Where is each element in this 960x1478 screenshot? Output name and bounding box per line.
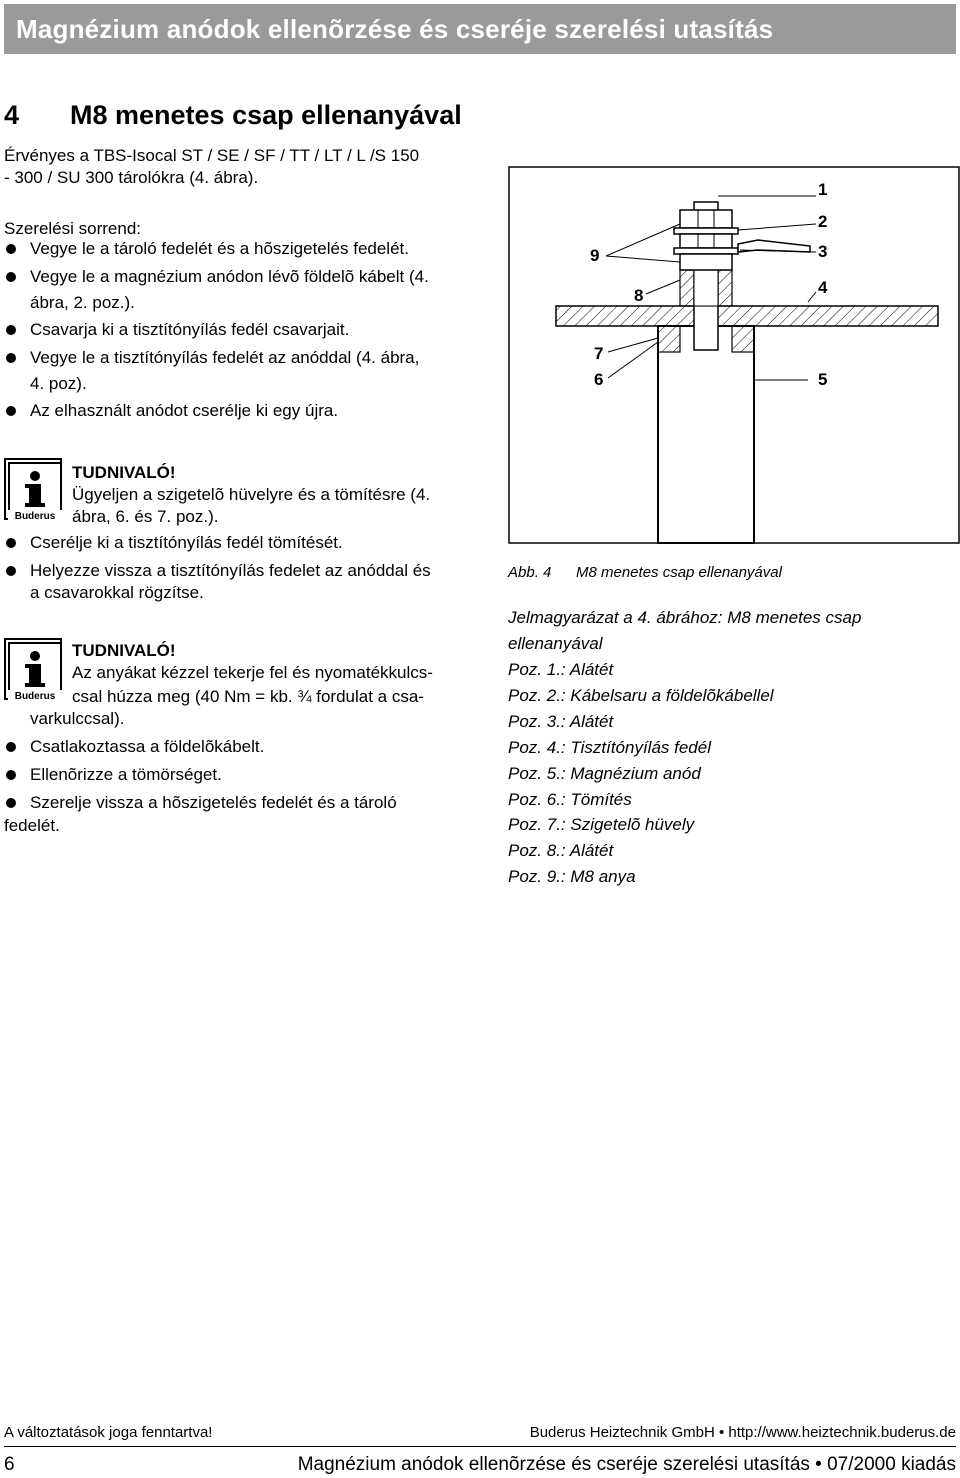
step-7-line-1: Helyezze vissza a tisztítónyílás fedelet az anóddal és bbox=[30, 561, 431, 580]
bullet-icon bbox=[6, 798, 16, 808]
figure-label-4: 4 bbox=[818, 278, 828, 297]
step-6: Cserélje ki a tisztítónyílás fedél tömítését. bbox=[30, 533, 343, 552]
step-4-line-2: 4. poz). bbox=[30, 374, 87, 393]
bullet-icon bbox=[6, 770, 16, 780]
legend-item: Poz. 8.: Alátét bbox=[508, 841, 614, 860]
note-2-line-3: varkulccsal). bbox=[30, 709, 125, 728]
header-bar bbox=[4, 4, 956, 54]
legend-heading-line-2: ellenanyával bbox=[508, 634, 603, 653]
footer-document-title: Magnézium anódok ellenõrzése és cseréje szerelési utasítás • 07/2000 kiadás bbox=[297, 1454, 956, 1475]
legend-item: Poz. 4.: Tisztítónyílás fedél bbox=[508, 738, 711, 757]
note-1-title: TUDNIVALÓ! bbox=[72, 463, 176, 482]
step-7-line-2: a csavarokkal rögzítse. bbox=[30, 583, 204, 602]
section-heading: M8 menetes csap ellenanyával bbox=[70, 100, 462, 130]
figure-label-7: 7 bbox=[594, 344, 604, 363]
step-10-line-2: fedelét. bbox=[4, 816, 60, 835]
footer-disclaimer: A változtatások joga fenntartva! bbox=[4, 1424, 213, 1441]
figure-caption-number: Abb. 4 bbox=[508, 564, 552, 581]
step-3: Csavarja ki a tisztítónyílás fedél csavarjait. bbox=[30, 320, 350, 339]
bullet-icon bbox=[6, 244, 16, 254]
bullet-icon bbox=[6, 538, 16, 548]
note-2-title: TUDNIVALÓ! bbox=[72, 641, 176, 660]
figure-label-5: 5 bbox=[818, 370, 828, 389]
note-2-line-2: csal húzza meg (40 Nm = kb. ¾ fordulat a csa- bbox=[72, 687, 424, 706]
step-8: Csatlakoztassa a földelõkábelt. bbox=[30, 737, 265, 756]
step-2-line-1: Vegye le a magnézium anódon lévõ földelõ kábelt (4. bbox=[30, 267, 429, 286]
step-4-line-1: Vegye le a tisztítónyílás fedelét az anóddal (4. ábra, bbox=[30, 348, 420, 367]
legend-item: Poz. 5.: Magnézium anód bbox=[508, 764, 701, 783]
figure-label-9: 9 bbox=[590, 246, 600, 265]
legend-item: Poz. 6.: Tömítés bbox=[508, 790, 632, 809]
legend-heading-line-1: Jelmagyarázat a 4. ábrához: M8 menetes csap bbox=[508, 608, 862, 627]
footer-divider bbox=[4, 1446, 956, 1447]
bullet-icon bbox=[6, 325, 16, 335]
footer-company: Buderus Heiztechnik GmbH • http://www.heiztechnik.buderus.de bbox=[529, 1424, 956, 1441]
note-1-line-1: Ügyeljen a szigetelõ hüvelyre és a tömítésre (4. bbox=[72, 485, 431, 504]
step-5: Az elhasznált anódot cserélje ki egy újra. bbox=[30, 401, 339, 420]
legend-item: Poz. 9.: M8 anya bbox=[508, 867, 636, 886]
note-2-line-1: Az anyákat kézzel tekerje fel és nyomatékkulcs- bbox=[72, 663, 433, 682]
steps-heading: Szerelési sorrend: bbox=[4, 219, 142, 238]
step-10-line-1: Szerelje vissza a hõszigetelés fedelét és a tároló bbox=[30, 793, 397, 812]
figure-label-6: 6 bbox=[594, 370, 604, 389]
figure-label-2: 2 bbox=[818, 212, 828, 231]
note-1-line-2: ábra, 6. és 7. poz.). bbox=[72, 507, 219, 526]
info-icon bbox=[4, 638, 62, 700]
figure-drawing bbox=[508, 166, 960, 544]
section-number: 4 bbox=[4, 100, 20, 130]
step-2-line-2: ábra, 2. poz.). bbox=[30, 293, 135, 312]
figure-label-3: 3 bbox=[818, 242, 828, 261]
info-icon bbox=[4, 458, 62, 520]
legend-item: Poz. 3.: Alátét bbox=[508, 712, 614, 731]
legend-item: Poz. 2.: Kábelsaru a földelõkábellel bbox=[508, 686, 774, 705]
intro-line-2: - 300 / SU 300 tárolókra (4. ábra). bbox=[4, 168, 259, 187]
bullet-icon bbox=[6, 406, 16, 416]
bullet-icon bbox=[6, 272, 16, 282]
step-1: Vegye le a tároló fedelét és a hõszigetelés fedelét. bbox=[30, 239, 409, 258]
figure-caption-text: M8 menetes csap ellenanyával bbox=[576, 564, 782, 581]
figure-anode-diagram bbox=[508, 166, 960, 544]
legend-item: Poz. 1.: Alátét bbox=[508, 660, 614, 679]
page-number: 6 bbox=[4, 1454, 15, 1475]
section-title bbox=[4, 100, 462, 131]
figure-label-1: 1 bbox=[818, 180, 828, 199]
intro-line-1: Érvényes a TBS-Isocal ST / SE / SF / TT / LT / L /S 150 bbox=[4, 146, 420, 165]
bullet-icon bbox=[6, 742, 16, 752]
header-title: Magnézium anódok ellenõrzése és cseréje szerelési utasítás bbox=[16, 14, 774, 44]
bullet-icon bbox=[6, 353, 16, 363]
bullet-icon bbox=[6, 566, 16, 576]
brand-logo-text: Buderus bbox=[14, 691, 56, 702]
figure-label-8: 8 bbox=[634, 286, 644, 305]
legend-item: Poz. 7.: Szigetelõ hüvely bbox=[508, 815, 695, 834]
step-9: Ellenõrizze a tömörséget. bbox=[30, 765, 222, 784]
brand-logo-text: Buderus bbox=[14, 511, 56, 522]
